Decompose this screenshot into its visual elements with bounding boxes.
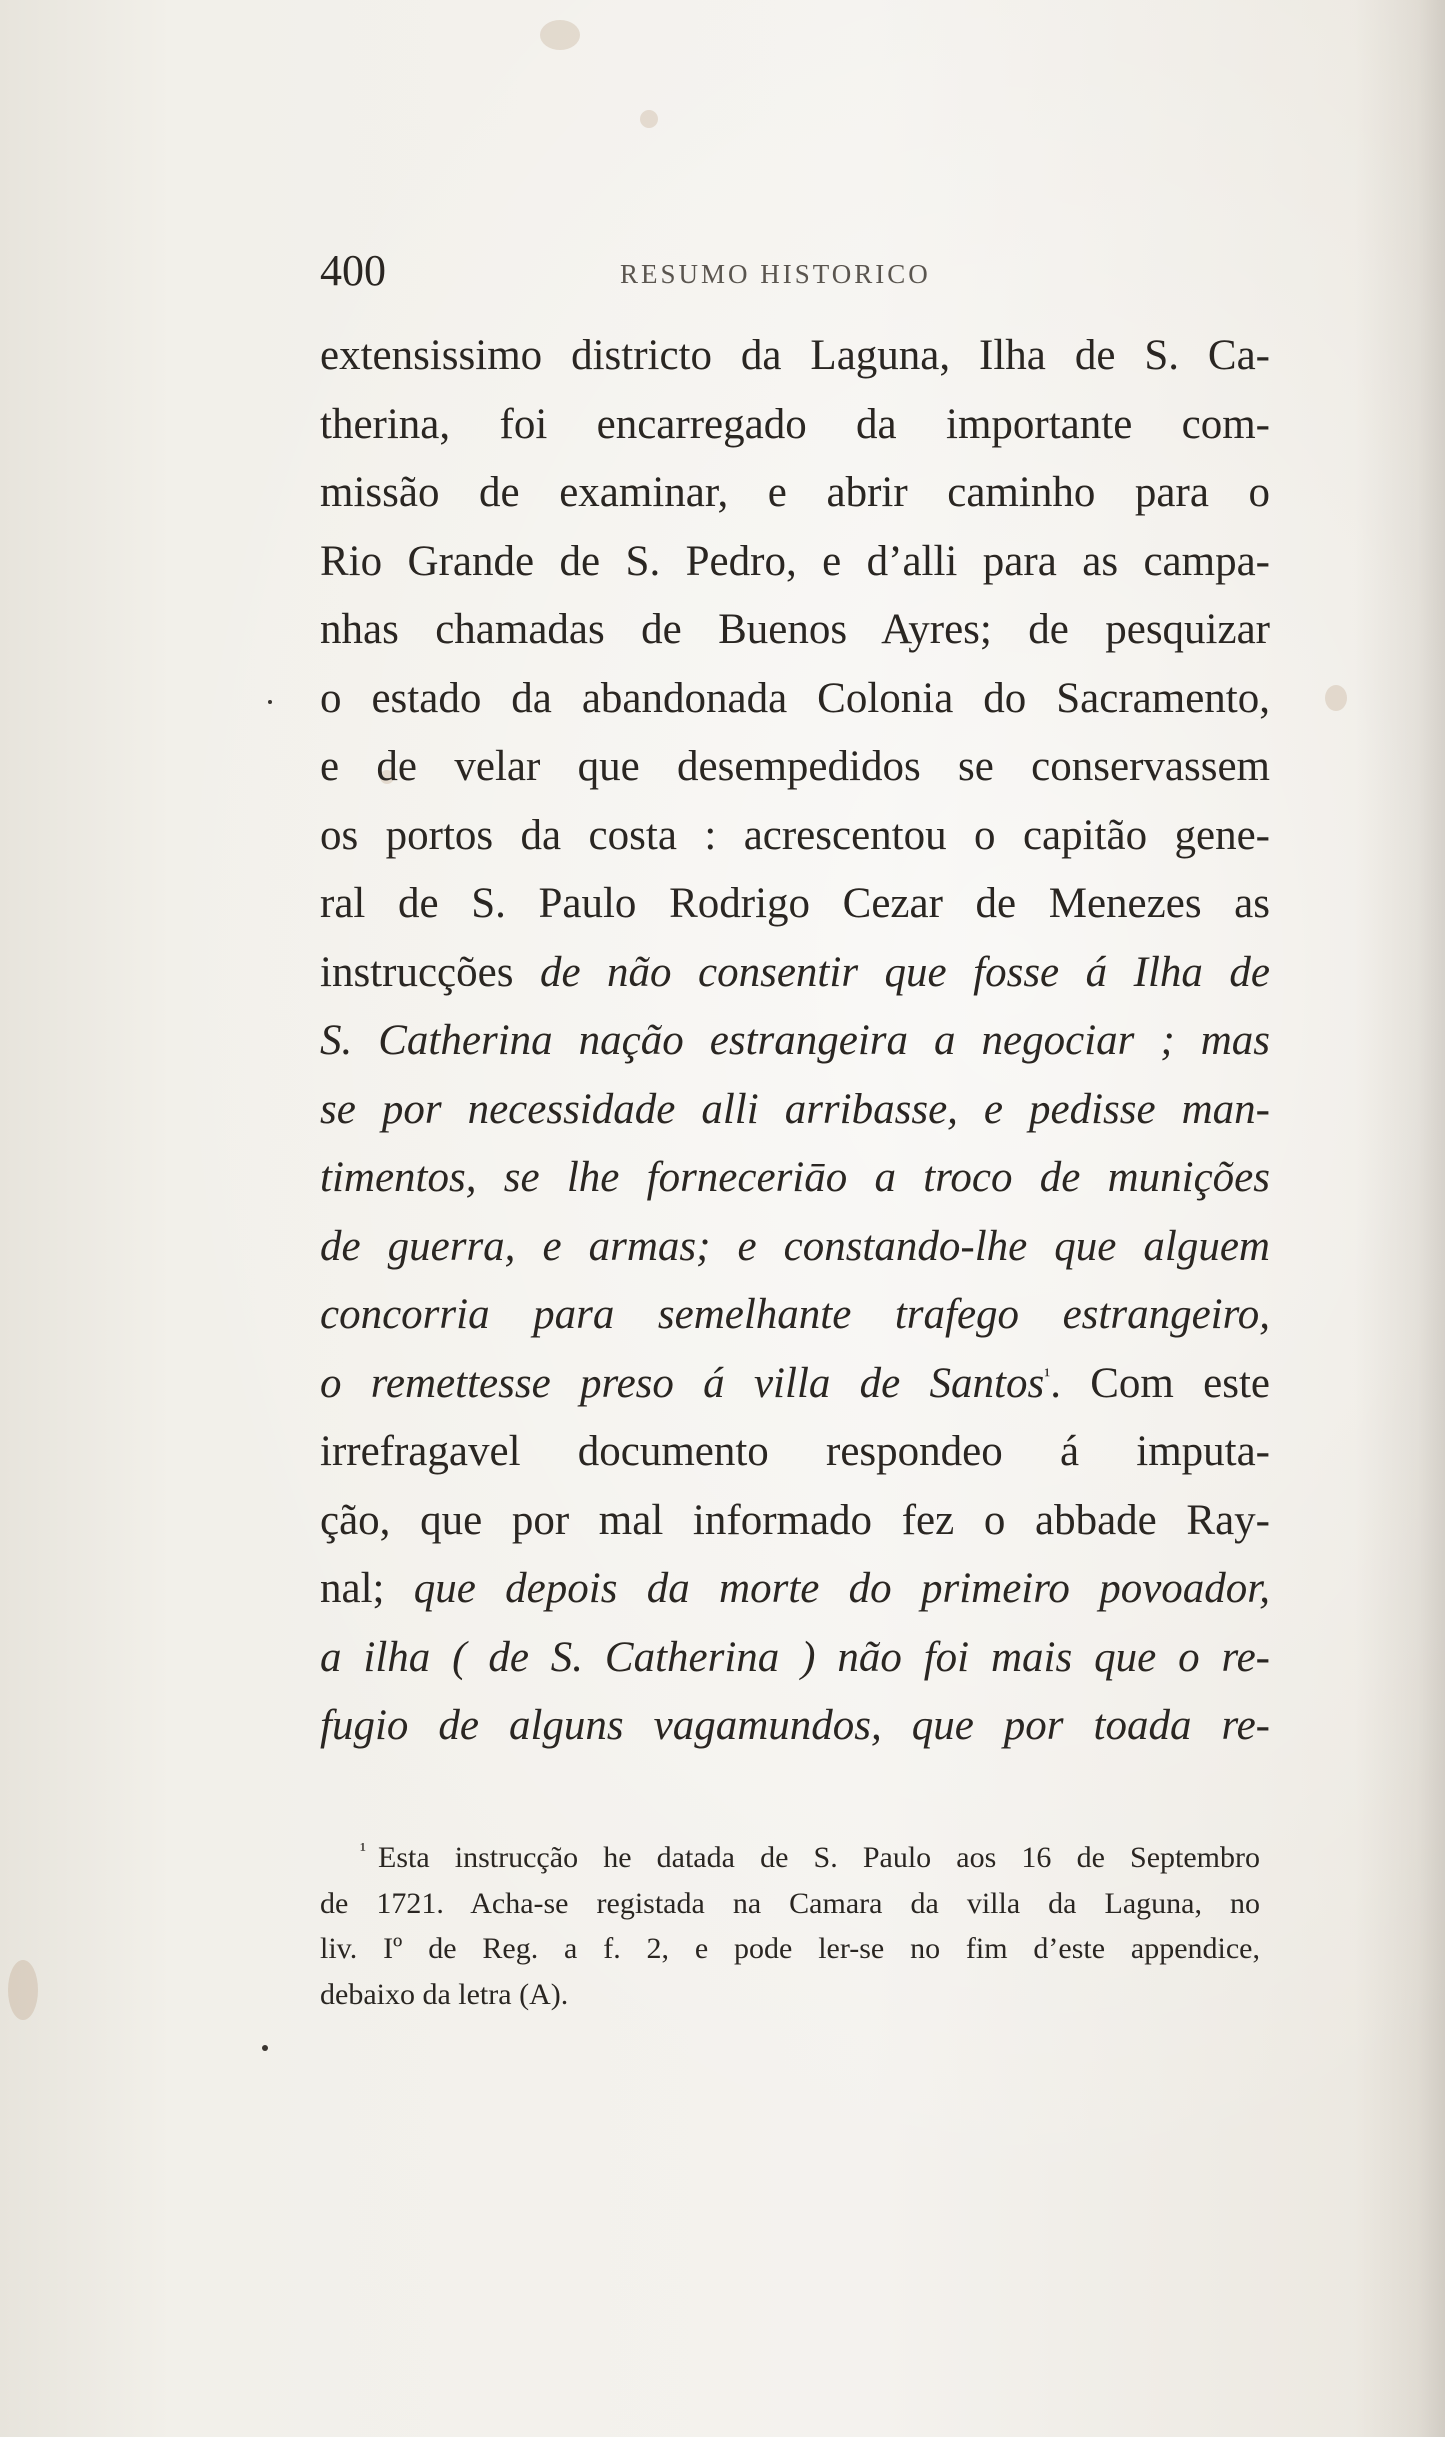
text-line: [320, 1213, 1270, 1282]
italic-text: S. Catherina nação estrangeira a negociar ; mas: [320, 1017, 1270, 1064]
footnote-line: debaixo da letra (A).: [320, 1977, 569, 2011]
text-line: [320, 802, 1270, 871]
text-line: [320, 391, 1270, 460]
text-segment: irrefragavel documento respondeo á imputa-: [320, 1428, 1270, 1475]
text-segment: Rio Grande de S. Pedro, e d’alli para as campa-: [320, 537, 1270, 585]
text-line: [320, 1487, 1270, 1556]
italic-text: a ilha ( de S. Catherina ) não foi mais que o re-: [320, 1633, 1270, 1681]
text-line: [320, 1144, 1270, 1213]
italic-text: de guerra, e armas; e constando-lhe que alguem: [320, 1222, 1270, 1270]
text-line: [320, 1692, 1270, 1761]
text-segment: . Com este: [1050, 1359, 1271, 1407]
text-line: [320, 733, 1270, 802]
text-segment: o estado da abandonada Colonia do Sacramento,: [320, 674, 1270, 722]
text-segment: extensissimo districto da Laguna, Ilha de S. Ca-: [320, 332, 1270, 379]
italic-text: que depois da morte do primeiro povoador,: [413, 1565, 1270, 1612]
italic-text: de não consentir que fosse á Ilha de: [539, 948, 1270, 996]
footnote-reference: ¹: [1044, 1364, 1051, 1387]
text-line: [320, 1624, 1270, 1693]
footnote-line: de 1721. Acha-se registada na Camara da villa da Laguna, no: [320, 1886, 1260, 1920]
text-line: [320, 939, 1270, 1008]
text-line: [320, 665, 1270, 734]
footnote-marker: ¹: [360, 1839, 366, 1861]
text-segment: instrucções: [320, 948, 540, 996]
footnote-line: liv. Iº de Reg. a f. 2, e pode ler-se no fim d’este appendice,: [320, 1932, 1260, 1965]
italic-text: concorria para semelhante trafego estrangeiro,: [320, 1291, 1270, 1338]
text-line: [320, 870, 1270, 939]
text-segment: therina, foi encarregado da importante com-: [320, 400, 1270, 448]
foxing-stain: [1325, 685, 1347, 711]
footnote-line: [320, 1835, 1260, 1881]
foxing-stain: [8, 1960, 38, 2020]
text-segment: nhas chamadas de Buenos Ayres; de pesquizar: [320, 606, 1270, 653]
text-segment: ral de S. Paulo Rodrigo Cezar de Menezes as: [320, 880, 1270, 927]
italic-text: timentos, se lhe forneceriāo a troco de munições: [320, 1154, 1270, 1201]
footnote-text: Esta instrucção he datada de S. Paulo aos 16 de Septembro: [378, 1841, 1260, 1874]
text-line: [320, 1007, 1270, 1076]
body-text: [320, 322, 1270, 1761]
text-segment: missão de examinar, e abrir caminho para o: [320, 469, 1270, 516]
text-line: [320, 1418, 1270, 1487]
page-edge-shadow: [1355, 0, 1445, 2437]
italic-text: o remettesse preso á villa de Santos: [320, 1359, 1045, 1407]
italic-text: se por necessidade alli arribasse, e pedisse man-: [320, 1085, 1270, 1133]
text-line: [320, 1350, 1270, 1419]
text-line: [320, 596, 1270, 665]
ink-speck: [262, 2045, 268, 2051]
foxing-stain: [540, 20, 580, 50]
footnote: [320, 1835, 1260, 2017]
text-line: [320, 1076, 1270, 1145]
ink-speck: [268, 700, 272, 704]
page-header: [320, 245, 1270, 305]
text-line: [320, 322, 1270, 391]
page-number: 400: [320, 246, 386, 295]
text-segment: e de velar que desempedidos se conservassem: [320, 743, 1270, 790]
text-segment: ção, que por mal informado fez o abbade Ray-: [320, 1496, 1270, 1544]
text-line: [320, 1555, 1270, 1624]
text-segment: nal;: [320, 1565, 414, 1612]
italic-text: fugio de alguns vagamundos, que por toada re-: [320, 1702, 1270, 1749]
running-head: RESUMO HISTORICO: [620, 259, 931, 289]
text-line: [320, 528, 1270, 597]
text-line: [320, 459, 1270, 528]
foxing-stain: [640, 110, 658, 128]
text-segment: os portos da costa : acrescentou o capitão gene-: [320, 811, 1270, 859]
text-line: [320, 1281, 1270, 1350]
